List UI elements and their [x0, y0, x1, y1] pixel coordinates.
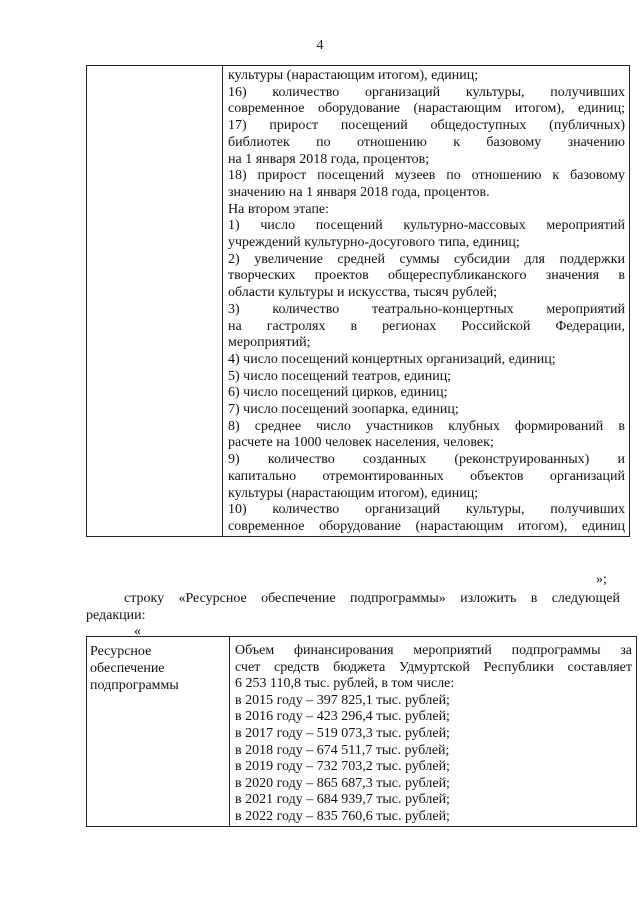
indicator-line: культуры (нарастающим итогом), единиц; — [228, 485, 479, 501]
indicator-line: 9) количество созданных (реконструированных) и — [228, 452, 625, 468]
resource-line: в 2018 году – 674 511,7 тыс. рублей; — [235, 742, 450, 758]
indicator-line: 17) прирост посещений общедоступных (публичных) — [228, 118, 625, 134]
closing-quote-mark: »; — [596, 572, 607, 587]
indicator-line: капитально отремонтированных объектов организаций — [228, 468, 625, 484]
page-number: 4 — [316, 38, 324, 53]
resource-table — [86, 636, 637, 827]
resource-line: в 2021 году – 684 939,7 тыс. рублей; — [235, 792, 450, 808]
indicators-text-cell — [223, 66, 630, 537]
indicator-line: культуры (нарастающим итогом), единиц; — [228, 68, 479, 83]
resource-label-line: Ресурсное — [90, 644, 152, 659]
resource-lines — [235, 643, 632, 826]
resource-line: Объем финансирования мероприятий подпрограммы за — [235, 643, 632, 658]
indicator-line: значению на 1 января 2018 года, процентов. — [228, 184, 490, 200]
indicator-line: 4) число посещений концертных организаций, единиц; — [228, 351, 556, 367]
instruction-line-2: редакции: — [86, 608, 146, 623]
indicator-line: 2) увеличение средней суммы субсидии для поддержки — [228, 251, 625, 267]
indicator-line: мероприятий; — [228, 335, 311, 351]
resource-line: в 2015 году – 397 825,1 тыс. рублей; — [235, 692, 450, 708]
indicator-line: библиотек по отношению к базовому значению — [228, 134, 625, 150]
indicator-line: современное оборудование (нарастающим итогом), единиц; — [228, 101, 625, 117]
resource-line: в 2022 году – 835 760,6 тыс. рублей; — [235, 808, 450, 824]
indicator-line: творческих проектов общереспубликанского значения в — [228, 268, 625, 284]
opening-quote-mark: « — [134, 624, 141, 639]
indicators-label-cell — [87, 66, 223, 537]
indicator-line: расчете на 1000 человек населения, человек; — [228, 435, 494, 451]
indicator-line: области культуры и искусства, тысяч рублей; — [228, 285, 498, 301]
instruction-line-1: строку «Ресурсное обеспечение подпрограммы» изложить в следующей — [124, 591, 620, 606]
indicator-line: 8) среднее число участников клубных формирований в — [228, 418, 625, 434]
indicator-line: на 1 января 2018 года, процентов; — [228, 151, 430, 167]
indicators-lines — [228, 68, 625, 536]
indicators-table — [86, 65, 630, 537]
resource-line: в 2016 году – 423 296,4 тыс. рублей; — [235, 709, 450, 725]
indicator-line: 6) число посещений цирков, единиц; — [228, 385, 448, 401]
indicator-line: учреждений культурно-досугового типа, единиц; — [228, 235, 520, 251]
resource-line: в 2017 году – 519 073,3 тыс. рублей; — [235, 725, 450, 741]
resource-label-line: обеспечение — [90, 661, 165, 676]
indicator-line: на гастролях в регионах Российской Федерации, — [228, 318, 625, 334]
indicator-line: 16) количество организаций культуры, получивших — [228, 84, 625, 100]
indicator-line: 18) прирост посещений музеев по отношению к базовому — [228, 168, 625, 184]
indicator-line: 5) число посещений театров, единиц; — [228, 368, 452, 384]
indicator-line: 3) количество театрально-концертных мероприятий — [228, 301, 625, 317]
indicator-line: 7) число посещений зоопарка, единиц; — [228, 402, 459, 418]
resource-label-cell — [87, 637, 230, 827]
resource-line: в 2019 году – 732 703,2 тыс. рублей; — [235, 759, 450, 775]
resource-text-cell — [230, 637, 637, 827]
resource-line: в 2020 году – 865 687,3 тыс. рублей; — [235, 775, 450, 791]
indicator-line: 10) количество организаций культуры, получивших — [228, 502, 625, 518]
resource-line: счет средств бюджета Удмуртской Республики составляет — [235, 659, 632, 675]
resource-line: 6 253 110,8 тыс. рублей, в том числе: — [235, 676, 455, 692]
indicator-line: современное оборудование (нарастающим итогом), единиц — [228, 518, 625, 534]
indicator-line: На втором этапе: — [228, 201, 330, 217]
resource-label-line: подпрограммы — [90, 678, 179, 693]
indicator-line: 1) число посещений культурно-массовых мероприятий — [228, 218, 625, 234]
